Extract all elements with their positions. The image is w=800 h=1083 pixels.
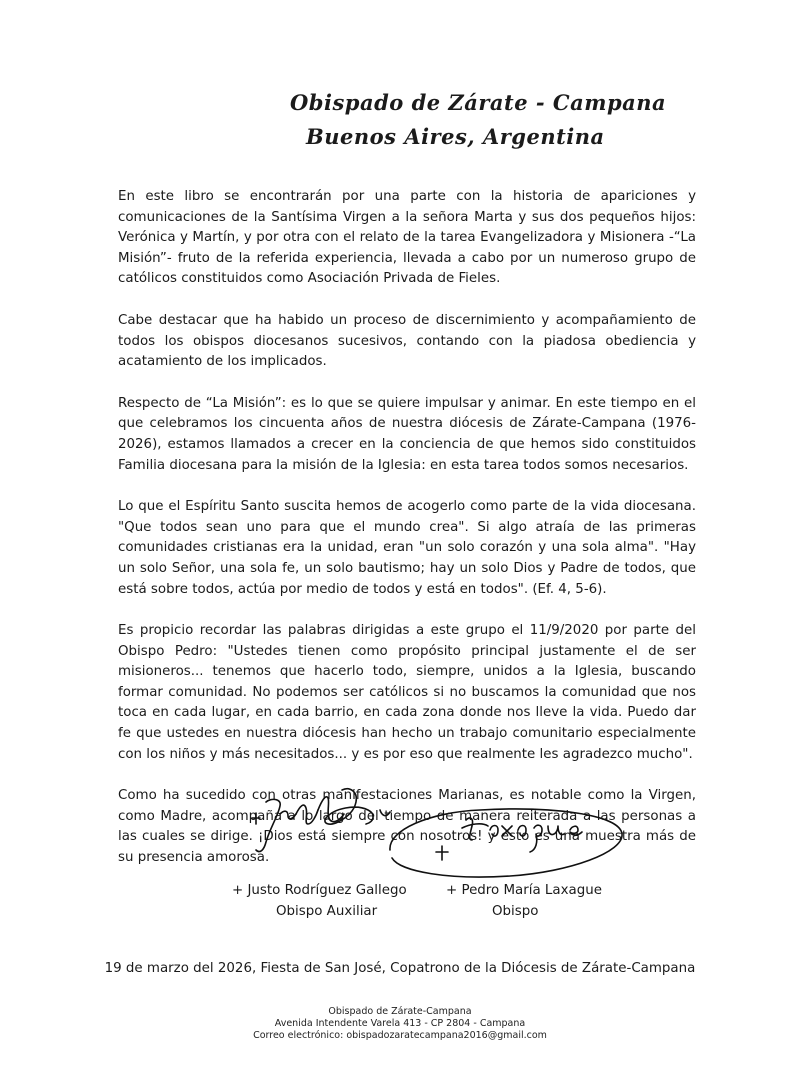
signatory-2-title: Obispo — [492, 904, 539, 919]
footer-email: Correo electrónico: obispadozaratecampana2016@gmail.com — [253, 1030, 547, 1041]
footer-organization: Obispado de Zárate-Campana — [328, 1006, 472, 1017]
paragraph-2: Cabe destacar que ha habido un proceso de discernimiento y acompañamiento de todos los obispos diocesanos sucesivos, contando con la piadosa obediencia y acatamiento de los implicados. — [118, 312, 696, 370]
signatory-1-title: Obispo Auxiliar — [276, 904, 378, 919]
letterhead-diocese: Obispado de Zárate - Campana — [290, 90, 667, 115]
paragraph-1: En este libro se encontrarán por una parte con la historia de apariciones y comunicaciones de la Santísima Virgen a la señora Marta y sus dos pequeños hijos: Verónica y Martín, y por otra con el relato de la tarea Evangelizadora y Misionera -“La Misión”- fruto de la referida experiencia, llevada a cabo por un numeroso grupo de católicos constituidos como Asociación Privada de Fieles. — [118, 189, 696, 287]
signature-pedro — [390, 809, 622, 877]
paragraph-3: Respecto de “La Misión”: es lo que se quiere impulsar y animar. En este tiempo en el que celebramos los cincuenta años de nuestra diócesis de Zárate-Campana (1976-2026), estamos llamados a crecer en la conciencia de que hemos sido constituidos Familia diocesana para la misión de la Iglesia: en esta tarea todos somos necesarios. — [118, 395, 696, 473]
paragraph-5: Es propicio recordar las palabras dirigidas a este grupo el 11/9/2020 por parte del Obispo Pedro: "Ustedes tienen como propósito principal justamente el de ser misioneros... tenemos que hacerlo todo, siempre, unidos a la Iglesia, buscando formar comunidad. No podemos ser católicos si no buscamos la comunidad que nos toca en cada lugar, en cada barrio, en cada zona donde nos lleve la vida. Puedo dar fe que ustedes en nuestra diócesis han hecho un trabajo comunitario especialmente con los niños y más necesitados... y es por eso que realmente les agradezco mucho". — [118, 623, 696, 762]
paragraph-4: Lo que el Espíritu Santo suscita hemos de acogerlo como parte de la vida diocesana. "Que todos sean uno para que el mundo crea". Si algo atraía de las primeras comunidades cristianas era la unidad, eran "un solo corazón y una sola alma". "Hay un solo Señor, una sola fe, un solo bautismo; hay un solo Dios y Padre de todos, que está sobre todos, actúa por medio de todos y está en todos". (Ef. 4, 5-6). — [118, 499, 696, 597]
footer — [0, 1006, 800, 1042]
signatory-2-name: + Pedro María Laxague — [446, 883, 602, 898]
signature-block — [0, 780, 800, 930]
paragraph-6: Como ha sucedido con otras manifestaciones Marianas, es notable como la Virgen, como Madre, acompaña a lo largo del tiempo de manera reiterada a las personas a las cuales se dirige. ¡Dios está siempre con nosotros! y esto es una muestra más de su presencia amorosa. — [118, 788, 696, 866]
signatory-1-name: + Justo Rodríguez Gallego — [232, 883, 407, 898]
footer-address: Avenida Intendente Varela 413 - CP 2804 - Campana — [274, 1018, 526, 1029]
handwritten-signatures — [230, 780, 630, 890]
signature-justo — [252, 789, 390, 852]
letterhead-location: Buenos Aires, Argentina — [306, 124, 605, 149]
dateline: 19 de marzo del 2026, Fiesta de San José, Copatrono de la Diócesis de Zárate-Campana — [104, 961, 696, 976]
